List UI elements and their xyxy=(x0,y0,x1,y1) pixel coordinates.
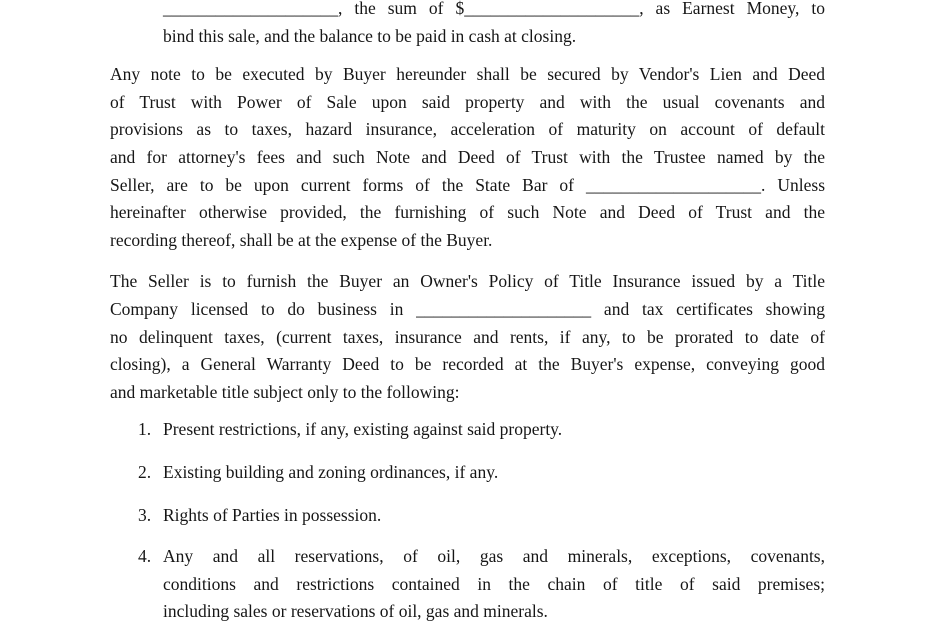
list-item-text: including sales or reservations of oil, gas and minerals. xyxy=(163,601,548,622)
paragraph-earnest-money xyxy=(163,0,825,50)
contract-line: provisions as to taxes, hazard insurance, acceleration of maturity on account of default xyxy=(110,119,825,140)
list-item-number: 4. xyxy=(138,546,152,567)
contract-line-earnest-money-blanks: ____________________, the sum of $____________________, as Earnest Money, to xyxy=(163,0,825,18)
contract-line: bind this sale, and the balance to be paid in cash at closing. xyxy=(163,25,577,46)
contract-line: of Trust with Power of Sale upon said property and with the usual covenants and xyxy=(110,91,825,112)
list-item-number: 2. xyxy=(138,461,152,482)
contract-line: recording thereof, shall be at the expense of the Buyer. xyxy=(110,229,493,250)
contract-line: hereinafter otherwise provided, the furnishing of such Note and Deed of Trust and the xyxy=(110,202,825,223)
paragraph-title-insurance xyxy=(110,268,825,406)
contract-line: and for attorney's fees and such Note and Deed of Trust with the Trustee named by the xyxy=(110,146,825,167)
contract-line: closing), a General Warranty Deed to be recorded at the Buyer's expense, conveying good xyxy=(110,354,825,375)
contract-line: Any note to be executed by Buyer hereunder shall be secured by Vendor's Lien and Deed xyxy=(110,64,825,85)
list-item-present-restrictions xyxy=(138,416,825,444)
list-item-number: 1. xyxy=(138,419,152,440)
contract-line: and marketable title subject only to the following: xyxy=(110,381,460,402)
list-item-building-zoning xyxy=(138,459,825,487)
contract-line: The Seller is to furnish the Buyer an Owner's Policy of Title Insurance issued by a Title xyxy=(110,271,825,292)
exceptions-list xyxy=(110,416,825,626)
list-item-text: Present restrictions, if any, existing against said property. xyxy=(163,419,563,440)
list-item-text: Rights of Parties in possession. xyxy=(163,504,382,525)
list-item-text: Existing building and zoning ordinances, if any. xyxy=(163,461,499,482)
contract-line-state-bar-blank: Seller, are to be upon current forms of the State Bar of ____________________. Unless xyxy=(110,174,825,195)
paragraph-note-deed-of-trust xyxy=(110,61,825,254)
list-item-reservations xyxy=(138,543,825,626)
list-item-number: 3. xyxy=(138,504,152,525)
contract-line-business-state-blank: Company licensed to do business in ____________________ and tax certificates showing xyxy=(110,298,825,319)
contract-line: no delinquent taxes, (current taxes, insurance and rents, if any, to be prorated to date of xyxy=(110,326,825,347)
list-item-text: Any and all reservations, of oil, gas and minerals, exceptions, covenants, xyxy=(163,546,825,567)
list-item-rights-of-parties xyxy=(138,502,825,530)
list-item-text: conditions and restrictions contained in the chain of title of said premises; xyxy=(163,573,825,594)
